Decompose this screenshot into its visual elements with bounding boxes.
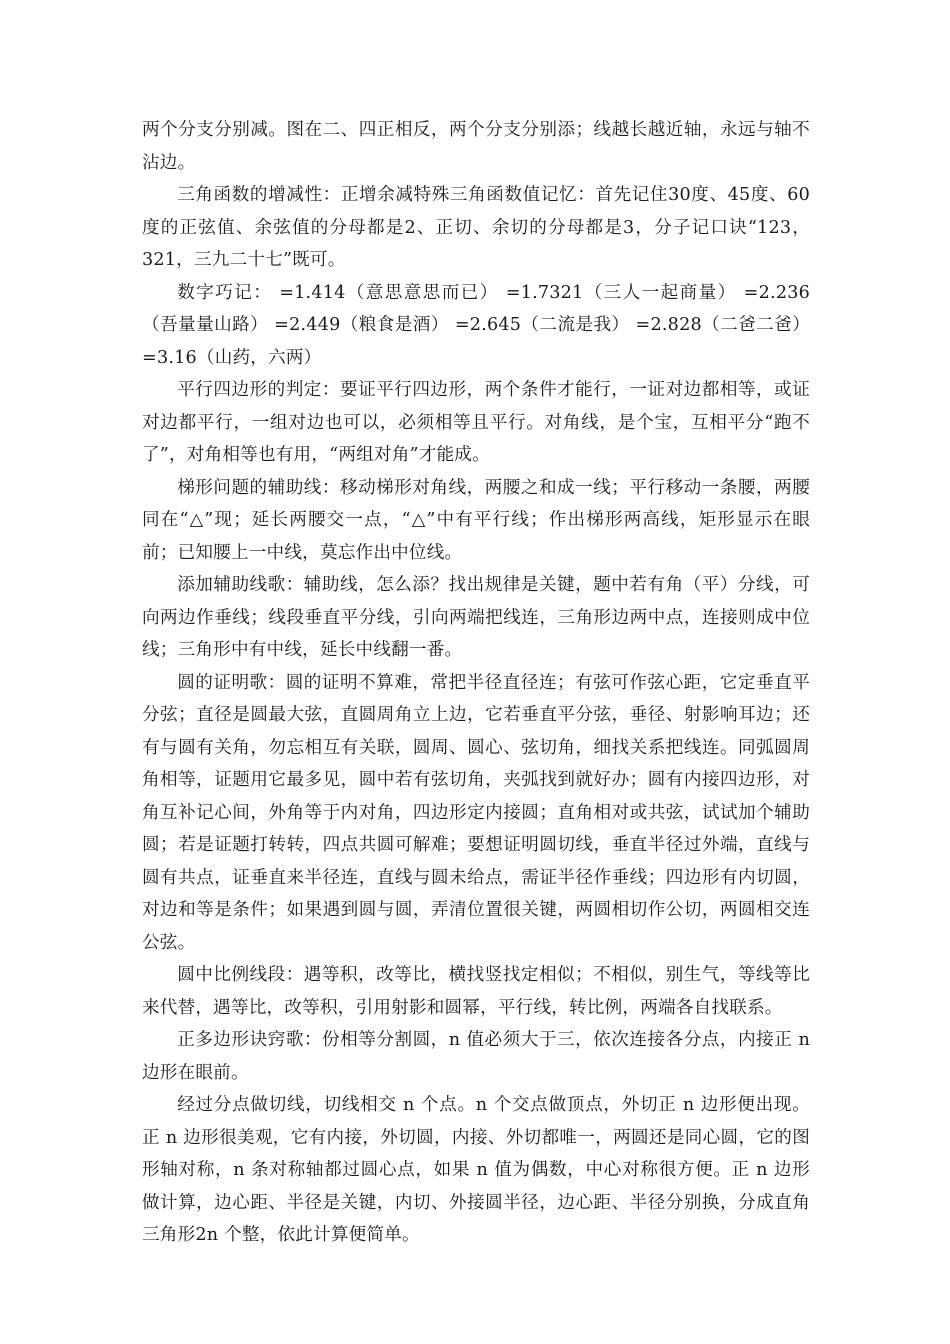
paragraph-trig-monotonicity: 三角函数的增减性：正增余减特殊三角函数值记忆：首先记住30度、45度、60度的正弦值、余弦值的分母都是2、正切、余切的分母都是3，分子记口诀“123，321，三九二十七”既可。: [142, 185, 810, 270]
paragraph-parallelogram-criteria: 平行四边形的判定：要证平行四边形，两个条件才能行，一证对边都相等，或证对边都平行，一组对边也可以，必须相等且平行。对角线，是个宝，互相平分“跑不了”，对角相等也有用，“两组对角”才能成。: [142, 380, 810, 465]
paragraph-circle-proof-song: 圆的证明歌：圆的证明不算难，常把半径直径连；有弦可作弦心距，它定垂直平分弦；直径是圆最大弦，直圆周角立上边，它若垂直平分弦，垂径、射影响耳边；还有与圆有关角，勿忘相互有关联，圆周、圆心、弦切角，细找关系把线连。同弧圆周角相等，证题用它最多见，圆中若有弦切角，夹弧找到就好办；圆有内接四边形，对角互补记心间，外角等于内对角，四边形定内接圆；直角相对或共弦，试试加个辅助圆；若是证题打转转，四点共圆可解难；要想证明圆切线，垂直半径过外端，直线与圆有共点，证垂直来半径连，直线与圆未给点，需证半径作垂线；四边形有内切圆，对边和等是条件；如果遇到圆与圆，弄清位置很关键，两圆相切作公切，两圆相交连公弦。: [142, 672, 810, 953]
paragraph-continued-hyperbola: 两个分支分别减。图在二、四正相反，两个分支分别添；线越长越近轴，永远与轴不沾边。: [142, 120, 810, 173]
document-body: [142, 114, 810, 1252]
paragraph-regular-polygon-details: 经过分点做切线，切线相交 n 个点。n 个交点做顶点，外切正 n 边形便出现。正 n 边形很美观，它有内接，外切圆，内接、外切都唯一，两圆还是同心圆，它的图形轴对称，n 条对称轴都过圆心点，如果 n 值为偶数，中心对称很方便。正 n 边形做计算，边心距、半径是关键，内切、外接圆半径，边心距、半径分别换，分成直角三角形2n 个整，依此计算便简单。: [142, 1095, 810, 1245]
paragraph-trapezoid-auxiliary-lines: 梯形问题的辅助线：移动梯形对角线，两腰之和成一线；平行移动一条腰，两腰同在“△”现；延长两腰交一点，“△”中有平行线；作出梯形两高线，矩形显示在眼前；已知腰上一中线，莫忘作出中位线。: [142, 477, 810, 563]
paragraph-number-mnemonics: 数字巧记： =1.414（意思意思而已） =1.7321（三人一起商量） =2.236（吾量量山路） =2.449（粮食是酒） =2.645（二流是我） =2.828（二爸二爸） =3.16（山药，六两）: [142, 282, 810, 368]
paragraph-circle-proportional-segments: 圆中比例线段：遇等积，改等比，横找竖找定相似；不相似，别生气，等线等比来代替，遇等比，改等积，引用射影和圆幂，平行线，转比例，两端各自找联系。: [142, 965, 810, 1018]
paragraph-auxiliary-line-song: 添加辅助线歌：辅助线，怎么添？找出规律是关键，题中若有角（平）分线，可向两边作垂线；线段垂直平分线，引向两端把线连，三角形边两中点，连接则成中位线；三角形中有中线，延长中线翻一番。: [142, 575, 810, 660]
paragraph-regular-polygon-song: 正多边形诀窍歌：份相等分割圆，n 值必须大于三，依次连接各分点，内接正 n 边形在眼前。: [142, 1030, 810, 1083]
